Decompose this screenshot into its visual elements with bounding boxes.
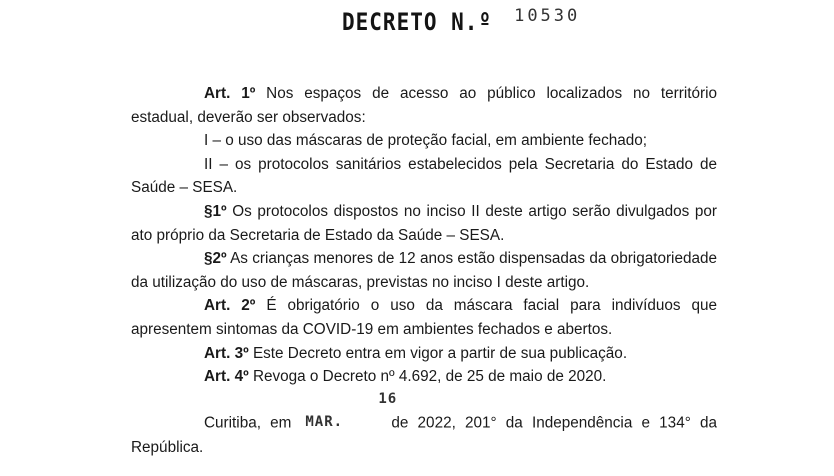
date-stamp: 16 MAR. [305, 390, 398, 431]
closing-prefix: Curitiba, em [204, 414, 292, 432]
article-4-text: Revoga o Decreto nº 4.692, de 25 de maio de 2020. [248, 368, 607, 386]
decree-body [131, 82, 717, 460]
article-2-text: É obrigatório o uso da máscara facial para indivíduos que apresentem sintomas da COVID-19 em ambientes fechados e abertos. [131, 297, 717, 338]
article-1-label: Art. 1º [204, 85, 256, 102]
decree-title: DECRETO N.º [342, 8, 493, 36]
article-3-text: Este Decreto entra em vigor a partir de sua publicação. [248, 344, 628, 362]
decree-header [342, 4, 581, 36]
article-1-inciso-1: I – o uso das máscaras de proteção facial, em ambiente fechado; [204, 132, 648, 150]
article-1 [131, 82, 717, 129]
article-1-paragraph-2 [131, 247, 717, 294]
paragraph-1-text: Os protocolos dispostos no inciso II deste artigo serão divulgados por ato próprio da Secretaria de Estado da Saúde – SESA. [131, 202, 717, 244]
decree-number: 10530 [514, 6, 581, 26]
article-2 [131, 294, 717, 341]
article-1-paragraph-1 [131, 200, 717, 247]
article-1-inciso-2: II – os protocolos sanitários estabelecidos pela Secretaria do Estado de Saúde – SESA. [131, 155, 717, 197]
article-2-label: Art. 2º [204, 297, 256, 315]
article-4-label: Art. 4º [204, 368, 249, 386]
article-1-text: Nos espaços de acesso ao público localizados no território estadual, deverão ser observados: [131, 85, 717, 126]
article-3-label: Art. 3º [204, 344, 249, 362]
closing-line [131, 389, 717, 460]
paragraph-2-text: As crianças menores de 12 anos estão dispensadas da obrigatoriedade da utilização do uso de máscaras, previstas no inciso I deste artigo. [131, 250, 717, 291]
article-3 [131, 342, 717, 366]
paragraph-2-label: §2º [204, 250, 227, 268]
paragraph-1-label: §1º [204, 202, 227, 220]
closing-suffix: de 2022, 201° da Independência e 134° da República. [131, 414, 717, 456]
article-4 [131, 365, 717, 389]
